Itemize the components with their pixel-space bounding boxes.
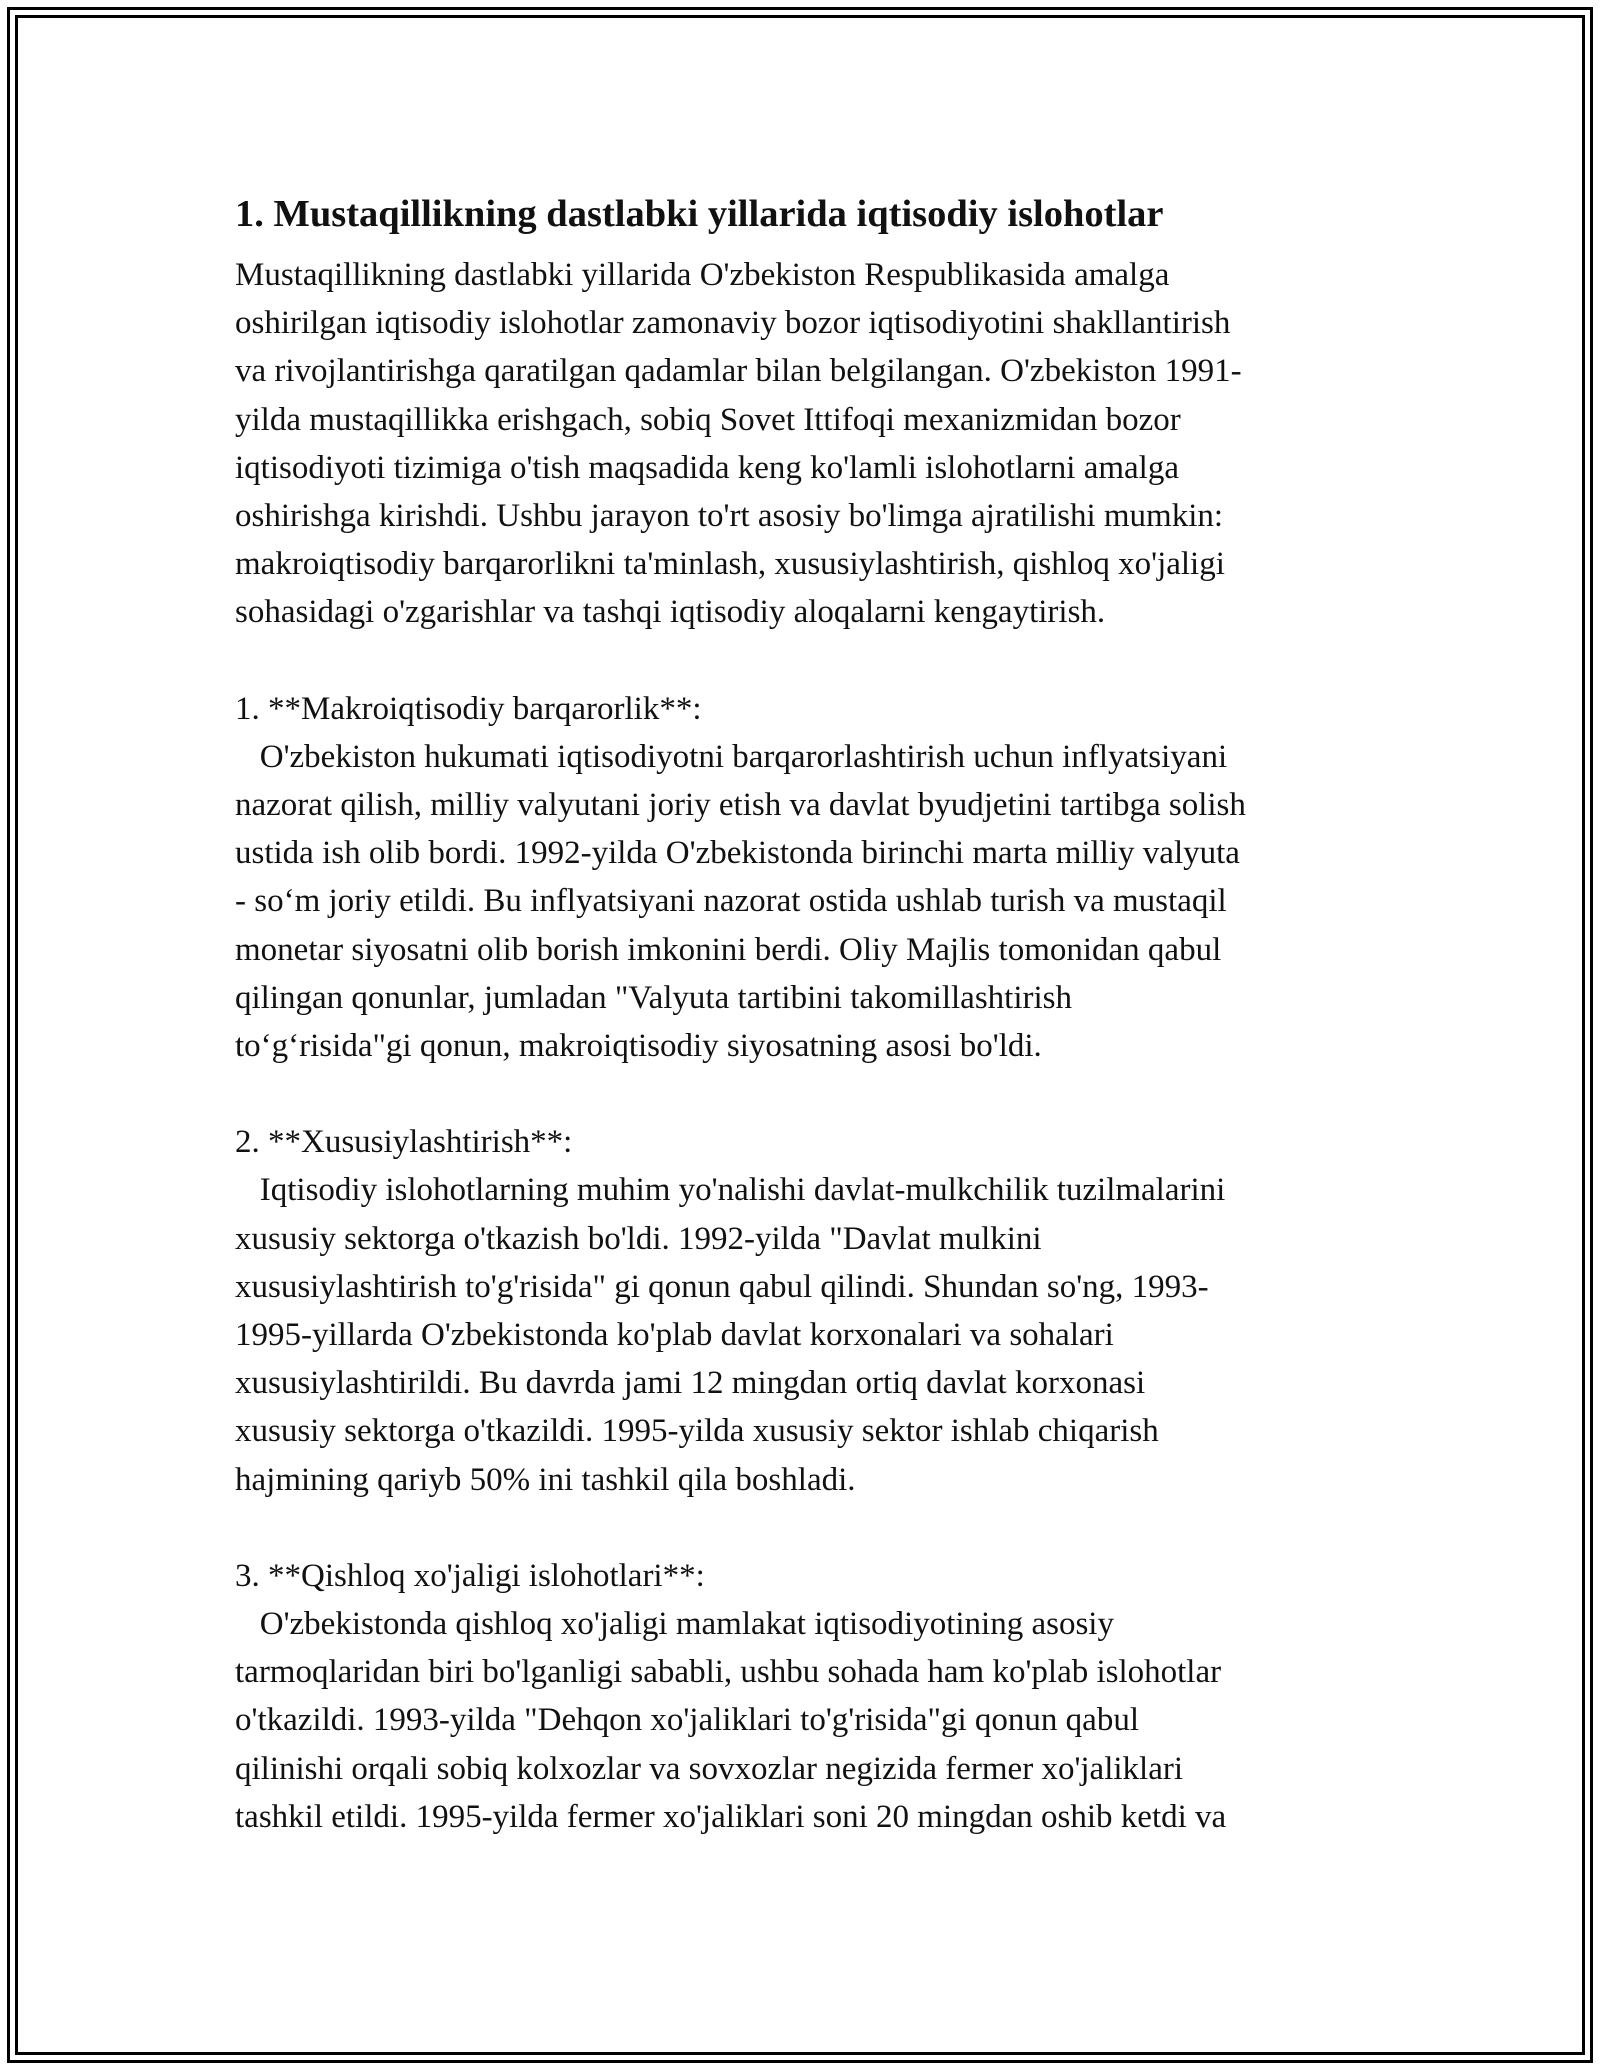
subsection-macroeconomic: [235, 685, 1375, 1071]
section-heading: 1. Mustaqillikning dastlabki yillarida iqtisodiy islohotlar: [235, 193, 1164, 235]
subsection-title: 2. **Xususiylashtirish**:: [235, 1124, 573, 1161]
subsection-title: 1. **Makroiqtisodiy barqarorlik**:: [235, 690, 702, 727]
document-body: [235, 185, 1375, 1841]
subsection-agriculture: [235, 1552, 1375, 1841]
intro-paragraph: Mustaqillikning dastlabki yillarida O'zbekiston Respublikasida amalga oshirilgan iqtisodiy islohotlar zamonaviy bozor iqtisodiyotini shakllantirish va rivojlantirishga qaratilgan qadamlar bilan belgilangan. O'zbekiston 1991- yilda mustaqillikka erishgach, sobiq Sovet Ittifoqi mexanizmidan bozor iqtisodiyoti tizimiga o'tish maqsadida keng ko'lamli islohotlarni amalga oshirishga kirishdi. Ushbu jarayon to'rt asosiy bo'limga ajratilishi mumkin: makroiqtisodiy barqarorlikni ta'minlash, xususiylashtirish, qishloq xo'jaligi sohasidagi o'zgarishlar va tashqi iqtisodiy aloqalarni kengaytirish.: [235, 257, 1242, 631]
subsection-body: O'zbekiston hukumati iqtisodiyotni barqarorlashtirish uchun inflyatsiyani nazorat qilish, milliy valyutani joriy etish va davlat byudjetini tartibga solish ustida ish olib bordi. 1992-yilda O'zbekistonda birinchi marta milliy valyuta - so‘m joriy etildi. Bu inflyatsiyani nazorat ostida ushlab turish va mustaqil monetar siyosatni olib borish imkonini berdi. Oliy Majlis tomonidan qabul qilingan qonunlar, jumladan "Valyuta tartibini takomillashtirish to‘g‘risida"gi qonun, makroiqtisodiy siyosatning asosi bo'ldi.: [235, 738, 1246, 1065]
subsection-body: O'zbekistonda qishloq xo'jaligi mamlakat iqtisodiyotining asosiy tarmoqlaridan biri bo'lganligi sababli, ushbu sohada ham ko'plab islohotlar o'tkazildi. 1993-yilda "Dehqon xo'jaliklari to'g'risida"gi qonun qabul qilinishi orqali sobiq kolxozlar va sovxozlar negizida fermer xo'jaliklari tashkil etildi. 1995-yilda fermer xo'jaliklari soni 20 mingdan oshib ketdi va: [235, 1606, 1227, 1835]
paragraph-spacer: [235, 1504, 1375, 1552]
subsection-body: Iqtisodiy islohotlarning muhim yo'nalishi davlat-mulkchilik tuzilmalarini xususiy sektorga o'tkazish bo'ldi. 1992-yilda "Davlat mulkini xususiylashtirish to'g'risida" gi qonun qabul qilindi. Shundan so'ng, 1993- 1995-yillarda O'zbekistonda ko'plab davlat korxonalari va sohalari xususiylashtirildi. Bu davrda jami 12 mingdan ortiq davlat korxonasi xususiy sektorga o'tkazildi. 1995-yilda xususiy sektor ishlab chiqarish hajmining qariyb 50% ini tashkil qila boshladi.: [235, 1172, 1226, 1498]
paragraph-spacer: [235, 637, 1375, 685]
subsection-privatization: [235, 1118, 1375, 1504]
subsection-title: 3. **Qishloq xo'jaligi islohotlari**:: [235, 1557, 705, 1594]
paragraph-spacer: [235, 1070, 1375, 1118]
